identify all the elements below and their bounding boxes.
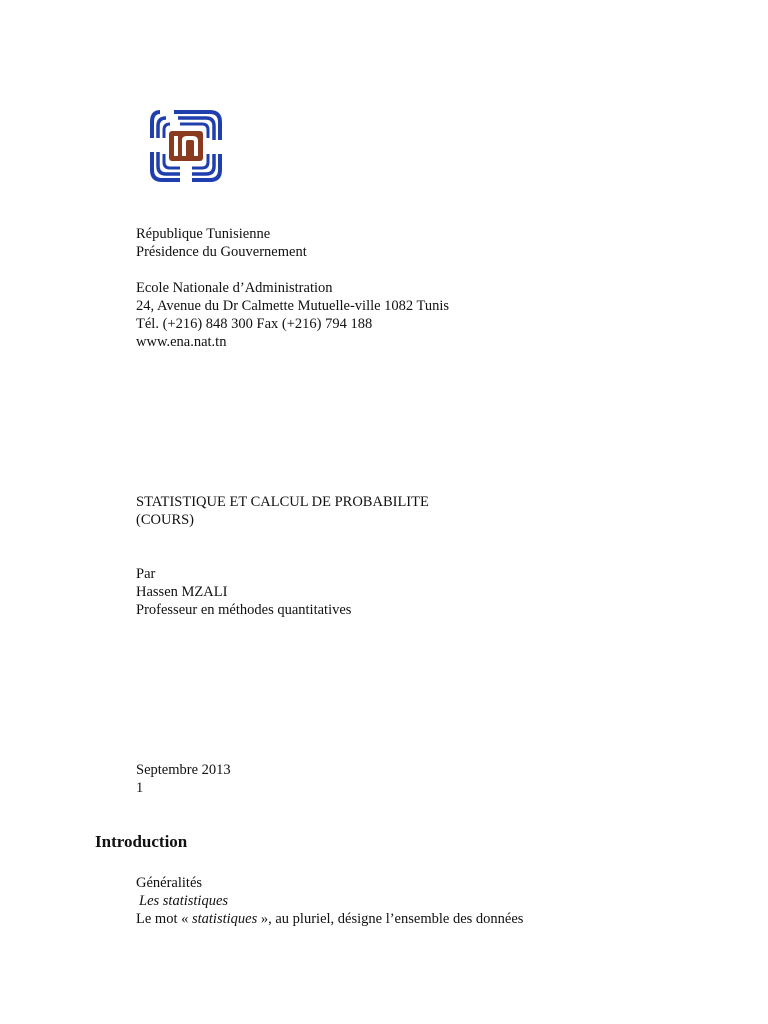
republic-line: République Tunisienne xyxy=(136,226,271,242)
subsection-title: Les statistiques xyxy=(139,893,229,909)
course-subtitle: (COURS) xyxy=(136,512,195,528)
school-address: 24, Avenue du Dr Calmette Mutuelle-ville 1082 Tunis xyxy=(136,298,450,314)
section-title: Généralités xyxy=(136,875,203,891)
author-by: Par xyxy=(136,566,156,582)
presidency-line: Présidence du Gouvernement xyxy=(136,244,307,260)
text-before: Le mot « xyxy=(136,911,192,927)
document-date: Septembre 2013 xyxy=(136,762,231,778)
body-paragraph xyxy=(136,910,523,928)
course-title: STATISTIQUE ET CALCUL DE PROBABILITE xyxy=(136,494,429,510)
author-name: Hassen MZALI xyxy=(136,584,228,600)
ena-logo xyxy=(150,108,222,184)
text-after: », au pluriel, désigne l’ensemble des données xyxy=(257,911,524,927)
school-name: Ecole Nationale d’Administration xyxy=(136,280,333,296)
school-phone: Tél. (+216) 848 300 Fax (+216) 794 188 xyxy=(136,316,373,332)
author-role: Professeur en méthodes quantitatives xyxy=(136,602,352,618)
page-number: 1 xyxy=(136,780,144,796)
introduction-heading: Introduction xyxy=(95,832,188,851)
text-term: statistiques xyxy=(191,911,258,927)
school-website: www.ena.nat.tn xyxy=(136,334,227,350)
